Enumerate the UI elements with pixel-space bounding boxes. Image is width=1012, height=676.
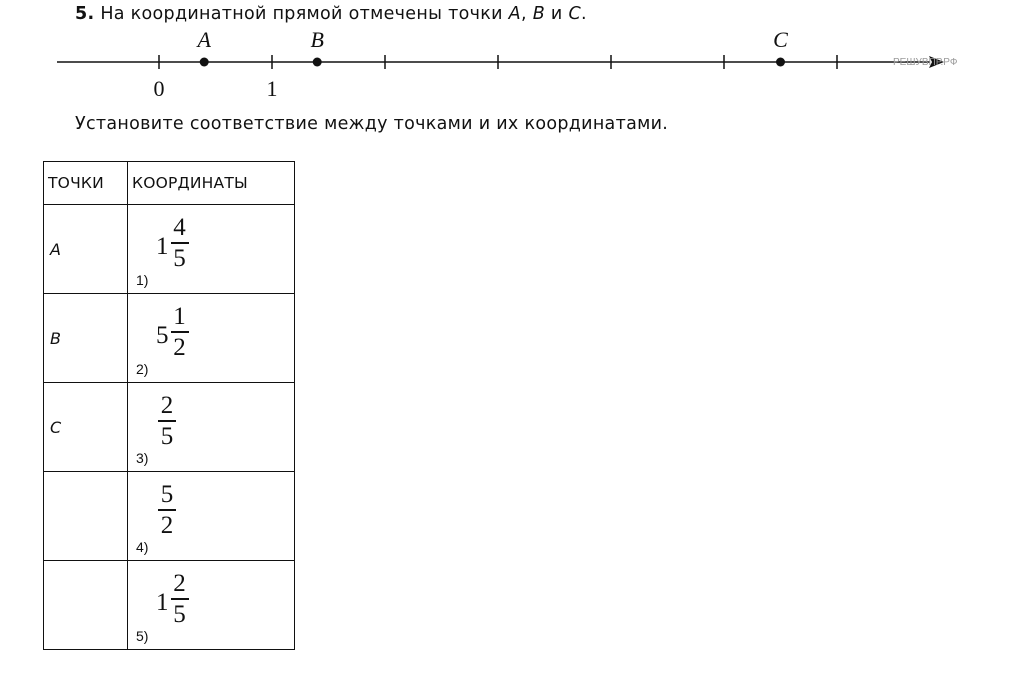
fraction-whole: 1	[156, 588, 169, 616]
table-row	[44, 561, 295, 650]
task-number: 5.	[75, 4, 95, 24]
option-number: 4)	[136, 539, 149, 555]
point-cell	[44, 561, 128, 650]
task-point-b: B	[532, 4, 545, 24]
point-cell: A	[44, 205, 128, 294]
fraction	[156, 393, 176, 449]
option-number: 3)	[136, 450, 149, 466]
fraction-numerator: 4	[173, 214, 186, 241]
tick-label-0: 0	[153, 76, 165, 101]
option-number: 1)	[136, 272, 149, 288]
mixed-fraction	[156, 215, 189, 271]
fraction-whole: 5	[156, 321, 169, 349]
point-cell	[44, 472, 128, 561]
mixed-fraction	[156, 571, 189, 627]
point-b-marker	[313, 58, 322, 67]
fraction-numerator: 1	[173, 303, 186, 330]
header-points: ТОЧКИ	[44, 162, 128, 205]
fraction-denominator: 2	[160, 511, 174, 539]
coordinate-cell	[128, 383, 295, 472]
instruction-text: Установите соответствие между точками и их координатами.	[75, 114, 669, 134]
mixed-fraction	[156, 304, 189, 360]
task-point-c: C	[568, 4, 581, 24]
fraction-numerator: 2	[173, 570, 186, 597]
task-sep: ,	[520, 4, 527, 24]
coordinate-cell	[128, 561, 295, 650]
task-end: .	[580, 4, 587, 24]
watermark: РЕШУВПР.РФ	[893, 57, 958, 68]
fraction	[156, 482, 176, 538]
point-cell: B	[44, 294, 128, 383]
coordinate-cell	[128, 294, 295, 383]
fraction-whole: 1	[156, 232, 169, 260]
coordinate-cell	[128, 205, 295, 294]
option-number: 5)	[136, 628, 149, 644]
header-coordinates: КООРДИНАТЫ	[128, 162, 295, 205]
fraction-denominator: 5	[160, 422, 174, 450]
point-a-label: A	[197, 27, 211, 52]
fraction-numerator: 2	[160, 392, 174, 419]
table-row	[44, 205, 295, 294]
task-point-a: A	[508, 4, 521, 24]
fraction-denominator: 5	[173, 244, 186, 272]
point-b-label: B	[310, 27, 324, 52]
table-header-row	[44, 162, 295, 205]
task-conj: и	[550, 4, 563, 24]
fraction-denominator: 2	[173, 333, 186, 361]
table-row	[44, 383, 295, 472]
point-a-marker	[200, 58, 209, 67]
number-line	[0, 0, 1012, 110]
fraction-denominator: 5	[173, 600, 186, 628]
match-table	[43, 161, 295, 650]
point-c-label: C	[773, 27, 788, 52]
point-c-marker	[776, 58, 785, 67]
point-cell: C	[44, 383, 128, 472]
tick-label-1: 1	[266, 76, 278, 101]
fraction-numerator: 5	[160, 481, 174, 508]
option-number: 2)	[136, 361, 149, 377]
task-text: На координатной прямой отмечены точки	[100, 4, 503, 24]
table-row	[44, 472, 295, 561]
coordinate-cell	[128, 472, 295, 561]
table-row	[44, 294, 295, 383]
